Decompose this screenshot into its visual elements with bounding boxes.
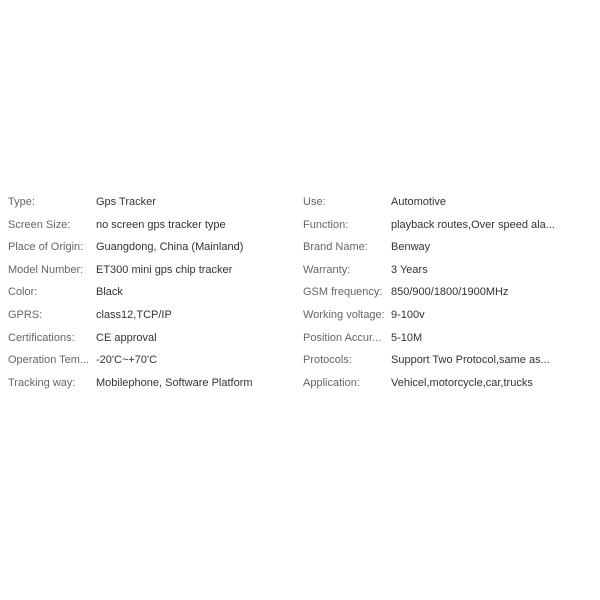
spec-label-color: Color: [8, 286, 38, 299]
spec-label-brand-name: Brand Name: [303, 241, 368, 254]
spec-label-function: Function: [303, 218, 349, 231]
spec-value-operation-temperature: -20'C~+70'C [96, 354, 158, 367]
spec-value-tracking-way: Mobilephone, Software Platform [96, 376, 253, 389]
spec-row [8, 236, 592, 259]
spec-label-protocols: Protocols: [303, 354, 352, 367]
spec-label-place-of-origin: Place of Origin: [8, 241, 84, 254]
spec-label-position-accuracy: Position Accur... [303, 331, 382, 344]
spec-row [8, 349, 592, 372]
spec-label-gprs: GPRS: [8, 308, 43, 321]
spec-label-tracking-way: Tracking way: [8, 376, 76, 389]
spec-label-gsm-frequency: GSM frequency: [303, 286, 383, 299]
spec-table [8, 191, 592, 394]
spec-value-place-of-origin: Guangdong, China (Mainland) [96, 241, 244, 254]
spec-row [8, 214, 592, 237]
spec-label-use: Use: [303, 196, 326, 208]
spec-value-screen-size: no screen gps tracker type [96, 218, 226, 231]
spec-label-application: Application: [303, 376, 360, 389]
spec-row [8, 259, 592, 282]
spec-row [8, 191, 592, 214]
spec-value-gsm-frequency: 850/900/1800/1900MHz [391, 286, 509, 299]
spec-value-brand-name: Benway [391, 241, 431, 254]
spec-label-warranty: Warranty: [303, 263, 351, 276]
spec-row [8, 372, 592, 395]
spec-value-protocols: Support Two Protocol,same as... [391, 354, 550, 367]
spec-value-color: Black [96, 286, 123, 299]
spec-value-gprs: class12,TCP/IP [96, 308, 172, 321]
spec-row [8, 327, 592, 350]
spec-row [8, 281, 592, 304]
spec-value-warranty: 3 Years [391, 263, 428, 276]
spec-value-function: playback routes,Over speed ala... [391, 218, 555, 231]
spec-label-screen-size: Screen Size: [8, 218, 71, 231]
spec-label-type: Type: [8, 196, 35, 208]
spec-value-application: Vehicel,motorcycle,car,trucks [391, 376, 533, 389]
spec-row [8, 304, 592, 327]
spec-label-model-number: Model Number: [8, 263, 84, 276]
spec-label-operation-temperature: Operation Tem... [8, 354, 90, 367]
spec-label-certifications: Certifications: [8, 331, 75, 344]
spec-value-type: Gps Tracker [96, 196, 156, 208]
spec-value-working-voltage: 9-100v [391, 308, 425, 321]
spec-label-working-voltage: Working voltage: [303, 308, 385, 321]
spec-value-position-accuracy: 5-10M [391, 331, 423, 344]
spec-value-certifications: CE approval [96, 331, 157, 344]
spec-value-use: Automotive [391, 196, 447, 208]
spec-value-model-number: ET300 mini gps chip tracker [96, 263, 233, 276]
